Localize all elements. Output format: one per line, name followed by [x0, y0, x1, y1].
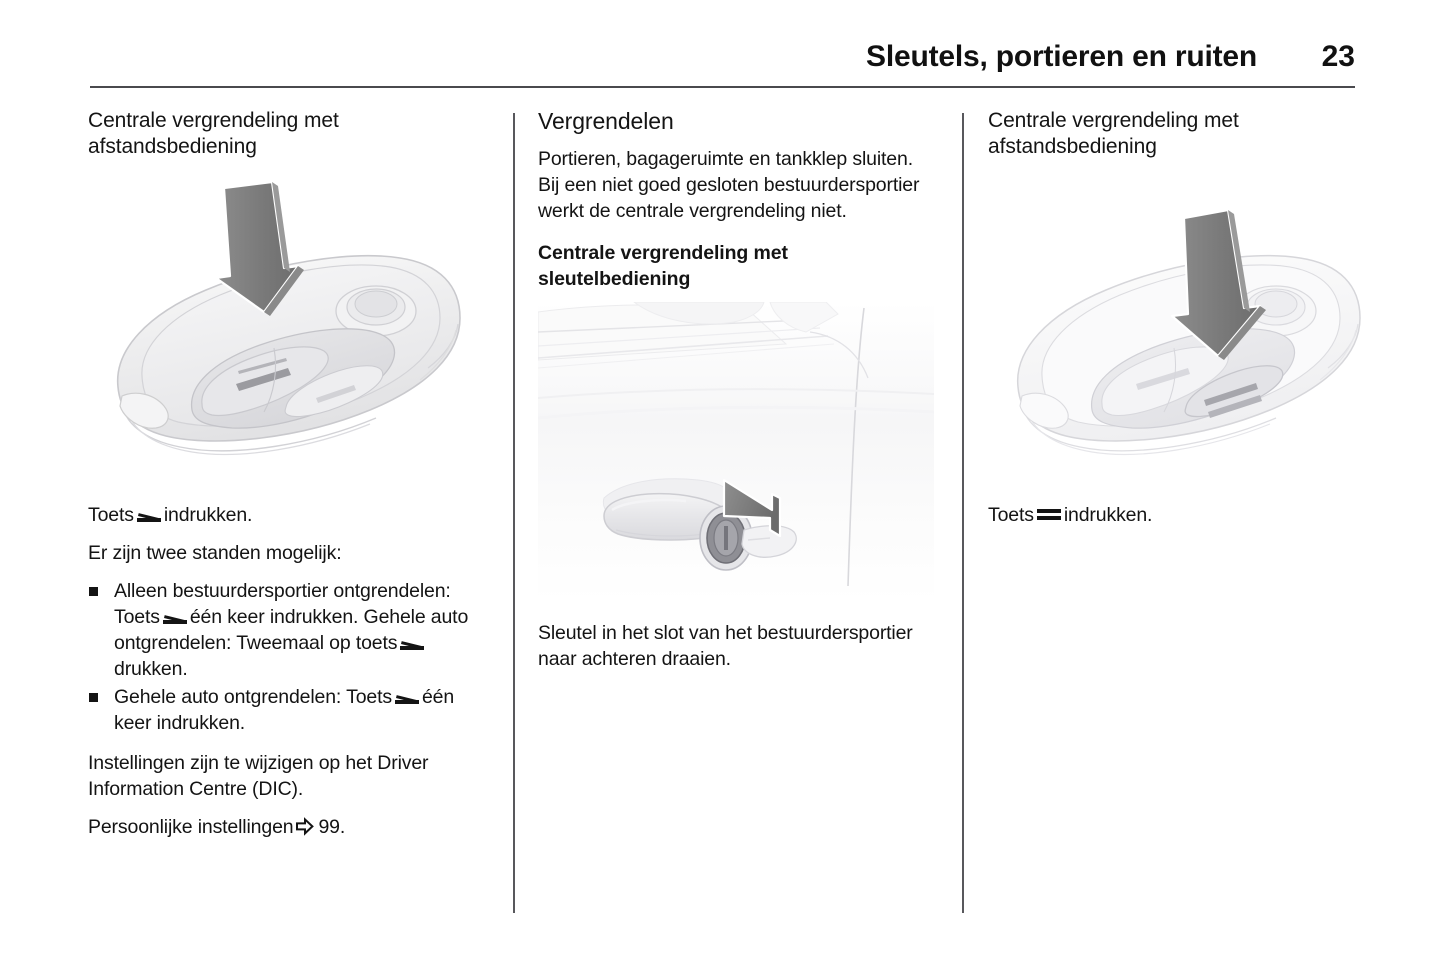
- right-caption-suffix: indrukken.: [1063, 504, 1153, 526]
- right-figure-caption: [988, 502, 1388, 528]
- header-rule: [90, 86, 1355, 88]
- figure-key-fob-unlock: [88, 172, 484, 484]
- column-divider-1: [513, 113, 515, 913]
- bullet-2-part2: één keer indrukken.: [114, 686, 455, 734]
- left-caption-suffix: indrukken.: [163, 504, 253, 526]
- middle-subheading: Centrale vergrendeling met sleutelbediening: [538, 242, 788, 290]
- unlock-symbol: [163, 608, 187, 624]
- unlock-symbol: [137, 506, 161, 522]
- figure-door-handle-key: [538, 302, 934, 602]
- right-caption-prefix: Toets: [988, 504, 1034, 526]
- bullet-2-part1: Gehele auto ontgrendelen: Toets: [114, 686, 392, 708]
- bullet-square-icon: [89, 587, 98, 596]
- list-item: [88, 578, 488, 682]
- column-divider-2: [962, 113, 964, 913]
- left-bullet-list: [88, 578, 488, 736]
- door-handle-illustration: [538, 302, 934, 602]
- bullet-1-part3: drukken.: [114, 658, 188, 680]
- list-item: [88, 684, 488, 736]
- xref-page[interactable]: 99.: [318, 816, 346, 838]
- unlock-symbol: [400, 634, 424, 650]
- figure-key-fob-lock: [988, 172, 1384, 484]
- left-column: [88, 108, 488, 856]
- left-intro-text: Er zijn twee standen mogelijk:: [88, 542, 342, 564]
- key-fob-lock-illustration: [988, 172, 1384, 484]
- page-number: 23: [1321, 40, 1355, 73]
- middle-section-heading: Vergrendelen: [538, 108, 674, 134]
- key-slot: [724, 526, 728, 550]
- middle-column: [538, 108, 938, 688]
- bullet-1-part1: Alleen bestuurdersportier ontgrendelen: Toets: [114, 580, 451, 628]
- unlock-symbol: [395, 688, 419, 704]
- left-caption-prefix: Toets: [88, 504, 134, 526]
- left-note-text: Instellingen zijn te wijzigen op het Driver Information Centre (DIC).: [88, 752, 429, 800]
- middle-paragraph: Portieren, bagageruimte en tankklep sluiten. Bij een niet goed gesloten bestuurdersportier werkt de centrale vergrendeling niet.: [538, 148, 920, 222]
- bullet-square-icon: [89, 693, 98, 702]
- middle-figure-caption: Sleutel in het slot van het bestuurdersportier naar achteren draaien.: [538, 622, 913, 670]
- left-cross-reference: [88, 814, 488, 840]
- lock-symbol: [1037, 506, 1061, 520]
- page-header: [90, 20, 1355, 72]
- cross-reference-arrow-icon: [295, 817, 314, 836]
- right-column: [988, 108, 1388, 544]
- left-section-heading: Centrale vergrendeling met afstandsbediening: [88, 109, 339, 158]
- xref-label: Persoonlijke instellingen: [88, 816, 294, 838]
- key-fob-unlock-illustration: [88, 172, 484, 484]
- content-columns: [0, 108, 1445, 928]
- page-title: Sleutels, portieren en ruiten: [866, 40, 1257, 73]
- bullet-1-part2: één keer indrukken. Gehele auto ontgrendelen: Tweemaal op toets: [114, 606, 469, 654]
- left-figure-caption: [88, 502, 488, 528]
- right-section-heading: Centrale vergrendeling met afstandsbediening: [988, 109, 1239, 158]
